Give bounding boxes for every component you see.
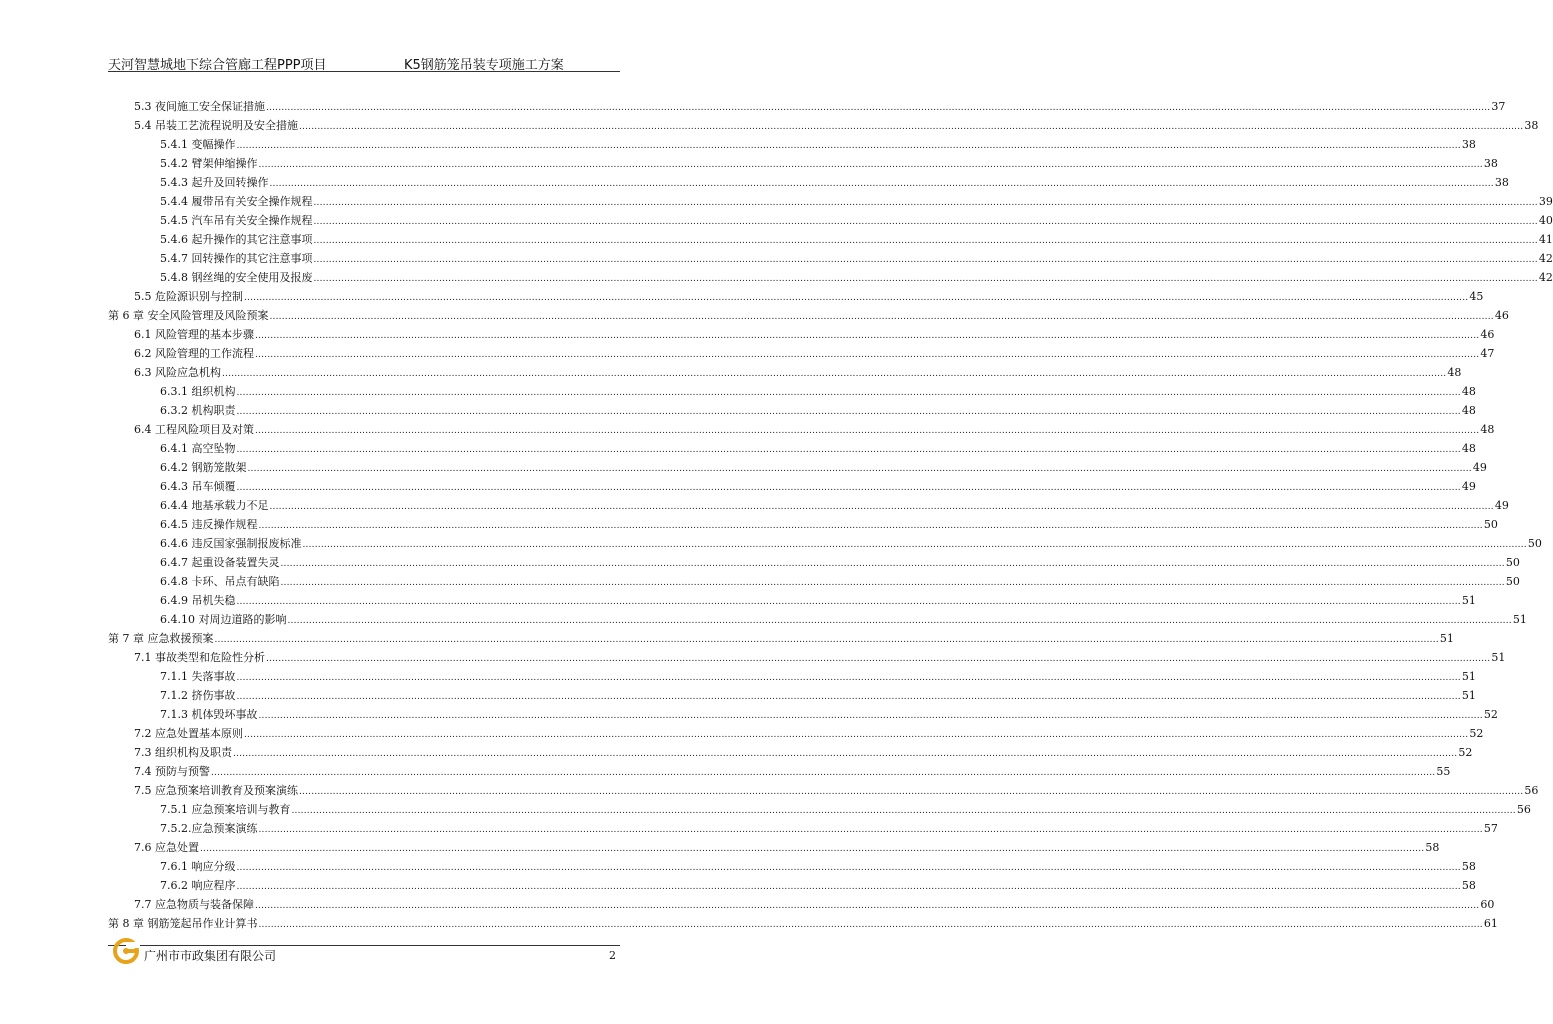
toc-entry[interactable] (108, 154, 1498, 173)
toc-leader-dots: ................................................................................................................................................................................................................................................................................................................................................................................................................ (280, 578, 1505, 588)
toc-leader-dots: ................................................................................................................................................................................................................................................................................................................................................................................................................ (258, 160, 1483, 170)
toc-entry-page: 48 (1461, 404, 1476, 417)
toc-leader-dots: ................................................................................................................................................................................................................................................................................................................................................................................................................ (266, 654, 1491, 664)
toc-entry-page: 60 (1480, 898, 1495, 911)
toc-leader-dots: ................................................................................................................................................................................................................................................................................................................................................................................................................ (236, 692, 1461, 702)
toc-entry-label: 6.4.6 违反国家强制报废标准 (160, 537, 302, 550)
toc-leader-dots: ................................................................................................................................................................................................................................................................................................................................................................................................................ (269, 502, 1494, 512)
toc-entry[interactable] (108, 876, 1476, 895)
toc-entry[interactable] (108, 325, 1495, 344)
toc-entry[interactable] (108, 610, 1527, 629)
toc-leader-dots: ................................................................................................................................................................................................................................................................................................................................................................................................................ (233, 749, 1458, 759)
toc-entry-label: 5.4.5 汽车吊有关安全操作规程 (160, 214, 313, 227)
toc-entry[interactable] (108, 344, 1495, 363)
toc-leader-dots: ................................................................................................................................................................................................................................................................................................................................................................................................................ (287, 616, 1512, 626)
toc-entry-page: 48 (1447, 366, 1462, 379)
toc-entry[interactable] (108, 211, 1553, 230)
toc-entry-page: 38 (1461, 138, 1476, 151)
toc-entry-label: 5.4.1 变幅操作 (160, 138, 236, 151)
toc-entry-page: 39 (1538, 195, 1553, 208)
toc-leader-dots: ................................................................................................................................................................................................................................................................................................................................................................................................................ (313, 198, 1538, 208)
footer-company-name: 广州市市政集团有限公司 (144, 949, 277, 963)
toc-leader-dots: ................................................................................................................................................................................................................................................................................................................................................................................................................ (313, 217, 1538, 227)
toc-leader-dots: ................................................................................................................................................................................................................................................................................................................................................................................................................ (236, 863, 1461, 873)
toc-entry-page: 50 (1483, 518, 1498, 531)
toc-entry-label: 6.1 风险管理的基本步骤 (134, 328, 254, 341)
toc-entry-label: 6.4.5 违反操作规程 (160, 518, 258, 531)
toc-leader-dots: ................................................................................................................................................................................................................................................................................................................................................................................................................ (266, 103, 1491, 113)
toc-leader-dots: ................................................................................................................................................................................................................................................................................................................................................................................................................ (313, 236, 1538, 246)
header-divider (108, 71, 620, 72)
toc-leader-dots: ................................................................................................................................................................................................................................................................................................................................................................................................................ (280, 559, 1505, 569)
toc-entry-page: 51 (1491, 651, 1506, 664)
toc-entry[interactable] (108, 268, 1553, 287)
toc-entry-page: 50 (1505, 556, 1520, 569)
toc-leader-dots: ................................................................................................................................................................................................................................................................................................................................................................................................................ (258, 711, 1483, 721)
toc-leader-dots: ................................................................................................................................................................................................................................................................................................................................................................................................................ (255, 901, 1480, 911)
toc-leader-dots: ................................................................................................................................................................................................................................................................................................................................................................................................................ (258, 521, 1483, 531)
toc-leader-dots: ................................................................................................................................................................................................................................................................................................................................................................................................................ (236, 597, 1461, 607)
toc-leader-dots: ................................................................................................................................................................................................................................................................................................................................................................................................................ (244, 293, 1469, 303)
toc-entry-page: 51 (1439, 632, 1454, 645)
toc-entry[interactable] (108, 667, 1476, 686)
toc-leader-dots: ................................................................................................................................................................................................................................................................................................................................................................................................................ (313, 274, 1538, 284)
toc-entry-label: 第 6 章 安全风险管理及风险预案 (108, 309, 269, 322)
toc-entry-page: 58 (1461, 879, 1476, 892)
toc-entry-label: 5.4 吊装工艺流程说明及安全措施 (134, 119, 298, 132)
toc-entry[interactable] (108, 838, 1440, 857)
toc-entry[interactable] (108, 724, 1484, 743)
toc-entry-label: 5.4.6 起升操作的其它注意事项 (160, 233, 313, 246)
toc-entry-page: 52 (1458, 746, 1473, 759)
toc-entry-label: 6.4.2 钢筋笼散架 (160, 461, 247, 474)
toc-entry-page: 61 (1483, 917, 1498, 930)
toc-entry[interactable] (108, 743, 1473, 762)
toc-entry-label: 5.4.4 履带吊有关安全操作规程 (160, 195, 313, 208)
toc-entry[interactable] (108, 249, 1553, 268)
toc-entry-label: 6.4.1 高空坠物 (160, 442, 236, 455)
toc-entry[interactable] (108, 382, 1476, 401)
toc-entry[interactable] (108, 97, 1506, 116)
toc-leader-dots: ................................................................................................................................................................................................................................................................................................................................................................................................................ (236, 445, 1461, 455)
toc-entry-page: 49 (1461, 480, 1476, 493)
toc-leader-dots: ................................................................................................................................................................................................................................................................................................................................................................................................................ (258, 825, 1483, 835)
toc-leader-dots: ................................................................................................................................................................................................................................................................................................................................................................................................................ (247, 464, 1472, 474)
toc-entry-page: 45 (1469, 290, 1484, 303)
toc-entry-page: 57 (1483, 822, 1498, 835)
toc-entry[interactable] (108, 363, 1462, 382)
toc-entry[interactable] (108, 534, 1542, 553)
toc-entry[interactable] (108, 173, 1509, 192)
toc-entry[interactable] (108, 629, 1454, 648)
toc-entry[interactable] (108, 420, 1495, 439)
toc-leader-dots: ................................................................................................................................................................................................................................................................................................................................................................................................................ (269, 312, 1494, 322)
toc-entry-label: 7.4 预防与预警 (134, 765, 210, 778)
toc-entry-page: 47 (1480, 347, 1495, 360)
company-logo-icon (112, 936, 142, 966)
toc-leader-dots: ................................................................................................................................................................................................................................................................................................................................................................................................................ (211, 768, 1436, 778)
toc-entry-page: 42 (1538, 271, 1553, 284)
toc-entry-label: 7.2 应急处置基本原则 (134, 727, 243, 740)
toc-entry-page: 48 (1461, 442, 1476, 455)
toc-entry[interactable] (108, 572, 1520, 591)
toc-entry-page: 37 (1491, 100, 1506, 113)
toc-entry-page: 52 (1483, 708, 1498, 721)
toc-entry[interactable] (108, 819, 1498, 838)
toc-leader-dots: ................................................................................................................................................................................................................................................................................................................................................................................................................ (236, 882, 1461, 892)
toc-entry-label: 6.4.7 起重设备装置失灵 (160, 556, 280, 569)
toc-entry-label: 6.3 风险应急机构 (134, 366, 221, 379)
toc-entry-label: 6.4.3 吊车倾覆 (160, 480, 236, 493)
toc-entry-label: 7.1.1 失落事故 (160, 670, 236, 683)
toc-entry-page: 50 (1527, 537, 1542, 550)
table-of-contents (108, 97, 1553, 933)
toc-entry-label: 7.6.2 响应程序 (160, 879, 236, 892)
toc-leader-dots: ................................................................................................................................................................................................................................................................................................................................................................................................................ (302, 540, 1527, 550)
toc-entry[interactable] (108, 857, 1476, 876)
toc-entry[interactable] (108, 705, 1498, 724)
toc-entry-page: 40 (1538, 214, 1553, 227)
toc-entry-page: 46 (1480, 328, 1495, 341)
toc-entry[interactable] (108, 591, 1476, 610)
toc-entry-page: 51 (1461, 689, 1476, 702)
toc-entry-page: 52 (1469, 727, 1484, 740)
toc-entry[interactable] (108, 648, 1506, 667)
toc-leader-dots: ................................................................................................................................................................................................................................................................................................................................................................................................................ (269, 179, 1494, 189)
toc-entry-label: 7.5 应急预案培训教育及预案演练 (134, 784, 298, 797)
toc-entry-page: 55 (1436, 765, 1451, 778)
toc-entry-page: 51 (1512, 613, 1527, 626)
toc-entry[interactable] (108, 914, 1498, 933)
toc-entry-label: 7.1 事故类型和危险性分析 (134, 651, 265, 664)
toc-leader-dots: ................................................................................................................................................................................................................................................................................................................................................................................................................ (222, 369, 1447, 379)
toc-entry-label: 6.2 风险管理的工作流程 (134, 347, 254, 360)
toc-entry-label: 7.5.1 应急预案培训与教育 (160, 803, 291, 816)
toc-leader-dots: ................................................................................................................................................................................................................................................................................................................................................................................................................ (258, 920, 1483, 930)
toc-entry-label: 6.4.4 地基承载力不足 (160, 499, 269, 512)
toc-entry[interactable] (108, 230, 1553, 249)
header-project-name: 天河智慧城地下综合管廊工程PPP项目 (108, 58, 327, 73)
toc-leader-dots: ................................................................................................................................................................................................................................................................................................................................................................................................................ (236, 388, 1461, 398)
toc-entry-label: 6.4.10 对周边道路的影响 (160, 613, 287, 626)
toc-entry-label: 6.3.1 组织机构 (160, 385, 236, 398)
footer-divider (108, 945, 620, 946)
toc-entry-label: 7.3 组织机构及职责 (134, 746, 232, 759)
toc-entry-label: 7.6 应急处置 (134, 841, 199, 854)
toc-entry[interactable] (108, 800, 1531, 819)
toc-entry-label: 6.4.8 卡环、吊点有缺陷 (160, 575, 280, 588)
toc-entry-page: 48 (1461, 385, 1476, 398)
toc-leader-dots: ................................................................................................................................................................................................................................................................................................................................................................................................................ (299, 122, 1524, 132)
toc-entry[interactable] (108, 496, 1509, 515)
toc-entry[interactable] (108, 116, 1539, 135)
toc-entry[interactable] (108, 192, 1553, 211)
header-document-title: K5钢筋笼吊装专项施工方案 (404, 58, 564, 73)
toc-entry[interactable] (108, 306, 1509, 325)
toc-leader-dots: ................................................................................................................................................................................................................................................................................................................................................................................................................ (299, 787, 1524, 797)
toc-entry-page: 56 (1516, 803, 1531, 816)
toc-entry-page: 49 (1472, 461, 1487, 474)
toc-entry-page: 38 (1494, 176, 1509, 189)
toc-entry-label: 6.4 工程风险项目及对策 (134, 423, 254, 436)
toc-entry-label: 6.3.2 机构职责 (160, 404, 236, 417)
toc-entry-label: 7.1.2 挤伤事故 (160, 689, 236, 702)
toc-entry[interactable] (108, 135, 1476, 154)
toc-entry[interactable] (108, 287, 1484, 306)
toc-leader-dots: ................................................................................................................................................................................................................................................................................................................................................................................................................ (236, 483, 1461, 493)
toc-entry-page: 51 (1461, 594, 1476, 607)
toc-leader-dots: ................................................................................................................................................................................................................................................................................................................................................................................................................ (236, 141, 1461, 151)
page-number: 2 (609, 949, 616, 962)
toc-entry-label: 5.3 夜间施工安全保证措施 (134, 100, 265, 113)
toc-leader-dots: ................................................................................................................................................................................................................................................................................................................................................................................................................ (200, 844, 1425, 854)
toc-entry-page: 56 (1524, 784, 1539, 797)
toc-entry-page: 50 (1505, 575, 1520, 588)
toc-leader-dots: ................................................................................................................................................................................................................................................................................................................................................................................................................ (255, 426, 1480, 436)
toc-entry-label: 5.4.7 回转操作的其它注意事项 (160, 252, 313, 265)
toc-entry-label: 7.6.1 响应分级 (160, 860, 236, 873)
toc-entry-page: 51 (1461, 670, 1476, 683)
toc-entry-page: 46 (1494, 309, 1509, 322)
toc-entry-page: 48 (1480, 423, 1495, 436)
toc-entry-page: 58 (1461, 860, 1476, 873)
toc-entry-page: 41 (1538, 233, 1553, 246)
page-header (108, 52, 620, 72)
toc-entry-label: 5.4.8 钢丝绳的安全使用及报废 (160, 271, 313, 284)
toc-entry[interactable] (108, 439, 1476, 458)
toc-entry-label: 6.4.9 吊机失稳 (160, 594, 236, 607)
toc-leader-dots: ................................................................................................................................................................................................................................................................................................................................................................................................................ (313, 255, 1538, 265)
toc-entry[interactable] (108, 762, 1451, 781)
toc-entry-label: 第 7 章 应急救援预案 (108, 632, 214, 645)
toc-leader-dots: ................................................................................................................................................................................................................................................................................................................................................................................................................ (255, 331, 1480, 341)
toc-leader-dots: ................................................................................................................................................................................................................................................................................................................................................................................................................ (214, 635, 1439, 645)
toc-entry-label: 5.4.2 臂架伸缩操作 (160, 157, 258, 170)
toc-entry[interactable] (108, 686, 1476, 705)
toc-entry-page: 49 (1494, 499, 1509, 512)
toc-entry-page: 38 (1524, 119, 1539, 132)
toc-entry-label: 7.5.2.应急预案演练 (160, 822, 258, 835)
toc-entry[interactable] (108, 781, 1539, 800)
toc-entry-label: 7.7 应急物质与装备保障 (134, 898, 254, 911)
toc-entry-label: 5.4.3 起升及回转操作 (160, 176, 269, 189)
toc-entry[interactable] (108, 401, 1476, 420)
toc-entry[interactable] (108, 895, 1495, 914)
toc-entry[interactable] (108, 553, 1520, 572)
toc-leader-dots: ................................................................................................................................................................................................................................................................................................................................................................................................................ (255, 350, 1480, 360)
toc-entry-label: 5.5 危险源识别与控制 (134, 290, 243, 303)
toc-entry-label: 7.1.3 机体毁坏事故 (160, 708, 258, 721)
toc-leader-dots: ................................................................................................................................................................................................................................................................................................................................................................................................................ (244, 730, 1469, 740)
toc-leader-dots: ................................................................................................................................................................................................................................................................................................................................................................................................................ (236, 673, 1461, 683)
toc-entry-page: 42 (1538, 252, 1553, 265)
toc-entry[interactable] (108, 477, 1476, 496)
toc-entry-label: 第 8 章 钢筋笼起吊作业计算书 (108, 917, 258, 930)
toc-entry-page: 58 (1425, 841, 1440, 854)
toc-entry[interactable] (108, 458, 1487, 477)
toc-leader-dots: ................................................................................................................................................................................................................................................................................................................................................................................................................ (236, 407, 1461, 417)
toc-entry-page: 38 (1483, 157, 1498, 170)
toc-leader-dots: ................................................................................................................................................................................................................................................................................................................................................................................................................ (291, 806, 1516, 816)
toc-entry[interactable] (108, 515, 1498, 534)
